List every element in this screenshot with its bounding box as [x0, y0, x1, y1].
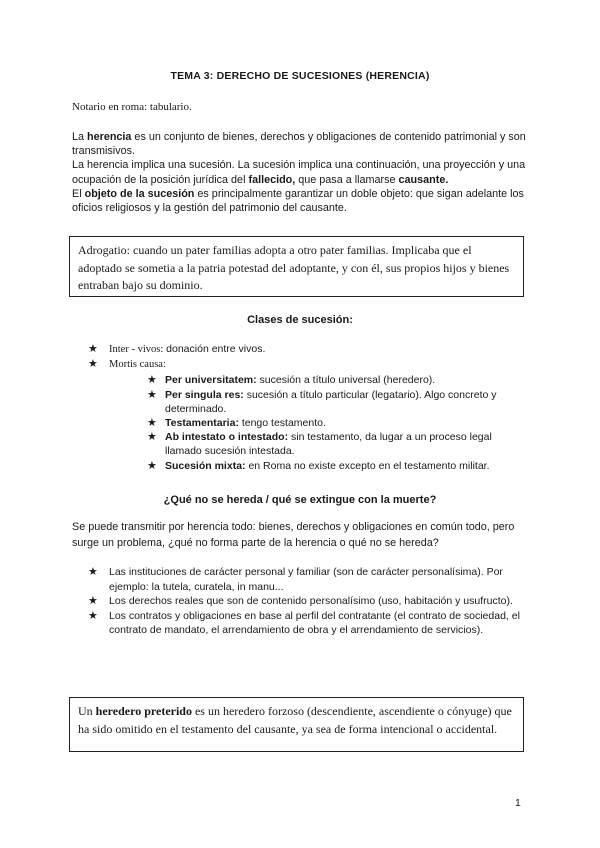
star-icon: ★ [88, 595, 98, 608]
term-fallecido: fallecido, [248, 173, 296, 186]
star-icon: ★ [88, 358, 98, 371]
term-objeto-sucesion: objeto de la sucesión [84, 187, 195, 200]
heredero-preterido-box: Un heredero preterido es un heredero forzoso (descendiente, ascendiente o cónyuge) que ha sido omitido en el testamento del causante, ya sea de forma intencional o accidental. [69, 697, 524, 752]
section-heading-clases: Clases de sucesión: [247, 314, 353, 326]
section-heading-question: ¿Qué no se hereda / qué se extingue con la muerte? [163, 494, 437, 506]
list-item: ★ Inter - vivos: donación entre vivos. [88, 343, 266, 355]
adrogatio-box: Adrogatio: cuando un pater familias adopta a otro pater familias. Implicaba que el adoptado se sometia a la patria potestad del adoptante, y con él, sus propios hijos y bienes entraban bajo su dominio. [69, 236, 524, 297]
mortis-sublist [109, 373, 528, 472]
note-line: Notario en roma: tabulario. [72, 101, 192, 113]
star-icon: ★ [88, 609, 98, 622]
list-item: ★ Per singula res: sucesión a título particular (legatario). Algo concreto y determinado. [147, 388, 497, 415]
list-item: ★ Per universitatem: sucesión a título universal (heredero). [147, 374, 436, 387]
clases-list [88, 342, 528, 473]
list-item: ★ Las instituciones de carácter personal y familiar (son de carácter personalísima). Por ejemplo: la tutela, curatela, in manu... [88, 566, 503, 593]
star-icon: ★ [88, 343, 98, 355]
page-number: 1 [515, 797, 521, 809]
star-icon: ★ [147, 374, 157, 387]
term-heredero-preterido: heredero preterido [95, 704, 192, 718]
star-icon: ★ [147, 388, 157, 401]
star-icon: ★ [88, 566, 98, 578]
star-icon: ★ [147, 417, 157, 430]
star-icon: ★ [147, 459, 157, 472]
intro-paragraph-1: La herencia es un conjunto de bienes, derechos y obligaciones de contenido patrimonial y son transmisivos. [72, 131, 526, 158]
list-item: ★ Testamentaria: tengo testamento. [147, 417, 326, 430]
star-icon: ★ [147, 431, 157, 444]
page-title: TEMA 3: DERECHO DE SUCESIONES (HERENCIA) [170, 70, 430, 82]
term-herencia: herencia [87, 131, 132, 143]
intro-section [72, 130, 532, 215]
intro-paragraph-3: El objeto de la sucesión es principalmente garantizar un doble objeto: que sigan adelante los oficios religiosos y la gestión del patrimonio del causante. [72, 187, 524, 215]
intro-paragraph-2: La herencia implica una sucesión. La sucesión implica una continuación, una proyección y una ocupación de la posición jurídica del fallecido, que pasa a llamarse causante. [72, 159, 526, 186]
term-causante: causante. [398, 173, 449, 186]
list-item: ★ Los contratos y obligaciones en base al perfil del contratante (el contrato de sociedad, el contrato de mandato, el arrendamiento de obra y el arrendamiento de servicios). [88, 609, 520, 637]
list-item: ★ Los derechos reales que son de contenido personalísimo (uso, habitación y usufructo). [88, 595, 513, 608]
question-list [88, 565, 528, 638]
question-paragraph: Se puede transmitir por herencia todo: bienes, derechos y obligaciones en común todo, pero surge un problema, ¿qué no forma parte de la herencia o qué no se hereda? [72, 521, 515, 549]
list-item: ★ Mortis causa: ★ Per universitatem: sucesión a título universal (heredero). ★ Per singula res: sucesión a título particular (legatario). Algo concreto y determinado. ★ Testamentaria: tengo testamento. ★ Ab intestato o intestado: sin testamento, da lugar a un proceso legal llamado sucesión intestada. ★ Sucesión mixta: en Roma no existe excepto en el testamento militar. [88, 357, 528, 473]
list-item: ★ Ab intestato o intestado: sin testamento, da lugar a un proceso legal llamado sucesión intestada. [147, 431, 492, 458]
list-item: ★ Sucesión mixta: en Roma no existe excepto en el testamento militar. [147, 459, 490, 472]
